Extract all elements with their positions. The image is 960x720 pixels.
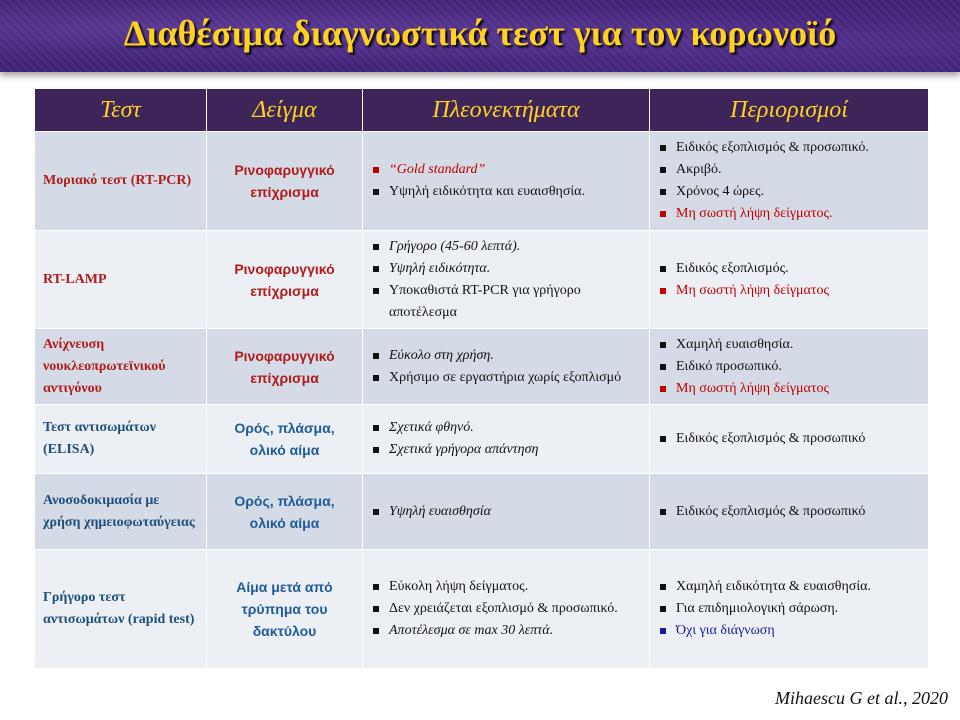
advantages-cell [363, 550, 650, 669]
table-row [35, 550, 929, 669]
limitation-item: Ειδικός εξοπλισμός & προσωπικό. [658, 137, 920, 159]
limitation-item: Μη σωστή λήψη δείγματος. [658, 203, 920, 225]
table-header-row [35, 89, 929, 132]
advantage-item: Υψηλή ειδικότητα. [371, 258, 641, 280]
test-name: Γρήγορο τεστ αντισωμάτων (rapid test) [35, 550, 207, 669]
limitation-item: Όχι για διάγνωση [658, 620, 920, 642]
limitations-cell [650, 329, 929, 405]
header-advantages: Πλεονεκτήματα [363, 89, 650, 132]
limitations-cell [650, 550, 929, 669]
sample-type: Ρινοφαρυγγικό επίχρισμα [207, 329, 363, 405]
sample-type: Ορός, πλάσμα, ολικό αίμα [207, 474, 363, 550]
limitation-item: Ειδικός εξοπλισμός & προσωπικό [658, 428, 920, 450]
table-row [35, 132, 929, 231]
advantages-cell [363, 132, 650, 231]
header-limitations: Περιορισμοί [650, 89, 929, 132]
limitations-cell [650, 132, 929, 231]
test-name: Μοριακό τεστ (RT-PCR) [35, 132, 207, 231]
advantage-item: Σχετικά γρήγορα απάντηση [371, 439, 641, 461]
sample-type: Ορός, πλάσμα, ολικό αίμα [207, 405, 363, 474]
sample-type: Ρινοφαρυγγικό επίχρισμα [207, 231, 363, 329]
advantages-cell [363, 329, 650, 405]
header-sample: Δείγμα [207, 89, 363, 132]
limitation-item: Χρόνος 4 ώρες. [658, 181, 920, 203]
advantage-item: Γρήγορο (45-60 λεπτά). [371, 236, 641, 258]
advantage-item: Εύκολη λήψη δείγματος. [371, 576, 641, 598]
advantage-item: Εύκολο στη χρήση. [371, 345, 641, 367]
table-row [35, 329, 929, 405]
advantages-cell [363, 231, 650, 329]
slide-title: Διαθέσιμα διαγνωστικά τεστ για τον κορωνοϊό [123, 13, 837, 53]
limitations-cell [650, 474, 929, 550]
advantages-cell [363, 474, 650, 550]
limitation-item: Ειδικός εξοπλισμός. [658, 258, 920, 280]
advantage-item: “Gold standard” [371, 159, 641, 181]
advantage-item: Υψηλή ειδικότητα και ευαισθησία. [371, 181, 641, 203]
table-row [35, 474, 929, 550]
advantage-item: Χρήσιμο σε εργαστήρια χωρίς εξοπλισμό [371, 367, 641, 389]
limitation-item: Χαμηλή ειδικότητα & ευαισθησία. [658, 576, 920, 598]
advantage-item: Υψηλή ευαισθησία [371, 501, 641, 523]
advantage-item: Δεν χρειάζεται εξοπλισμό & προσωπικό. [371, 598, 641, 620]
diagnostic-tests-table [34, 88, 929, 669]
limitation-item: Μη σωστή λήψη δείγματος [658, 378, 920, 400]
sample-type: Αίμα μετά από τρύπημα του δακτύλου [207, 550, 363, 669]
citation: Mihaescu G et al., 2020 [775, 688, 948, 708]
advantage-item: Σχετικά φθηνό. [371, 417, 641, 439]
sample-type: Ρινοφαρυγγικό επίχρισμα [207, 132, 363, 231]
table-row [35, 405, 929, 474]
table-row [35, 231, 929, 329]
limitation-item: Χαμηλή ευαισθησία. [658, 334, 920, 356]
test-name: Τεστ αντισωμάτων (ELISA) [35, 405, 207, 474]
limitation-item: Ειδικός εξοπλισμός & προσωπικό [658, 501, 920, 523]
advantage-item: Υποκαθιστά RT-PCR για γρήγορο αποτέλεσμα [371, 280, 641, 324]
limitation-item: Ειδικό προσωπικό. [658, 356, 920, 378]
advantage-item: Αποτέλεσμα σε max 30 λεπτά. [371, 620, 641, 642]
limitation-item: Ακριβό. [658, 159, 920, 181]
header-test: Τεστ [35, 89, 207, 132]
limitations-cell [650, 231, 929, 329]
test-name: Ανοσοδοκιμασία με χρήση χημειοφωταύγειας [35, 474, 207, 550]
test-name: Ανίχνευση νουκλεοπρωτεϊνικού αντιγόνου [35, 329, 207, 405]
advantages-cell [363, 405, 650, 474]
limitations-cell [650, 405, 929, 474]
test-name: RT-LAMP [35, 231, 207, 329]
limitation-item: Για επιδημιολογική σάρωση. [658, 598, 920, 620]
limitation-item: Μη σωστή λήψη δείγματος [658, 280, 920, 302]
